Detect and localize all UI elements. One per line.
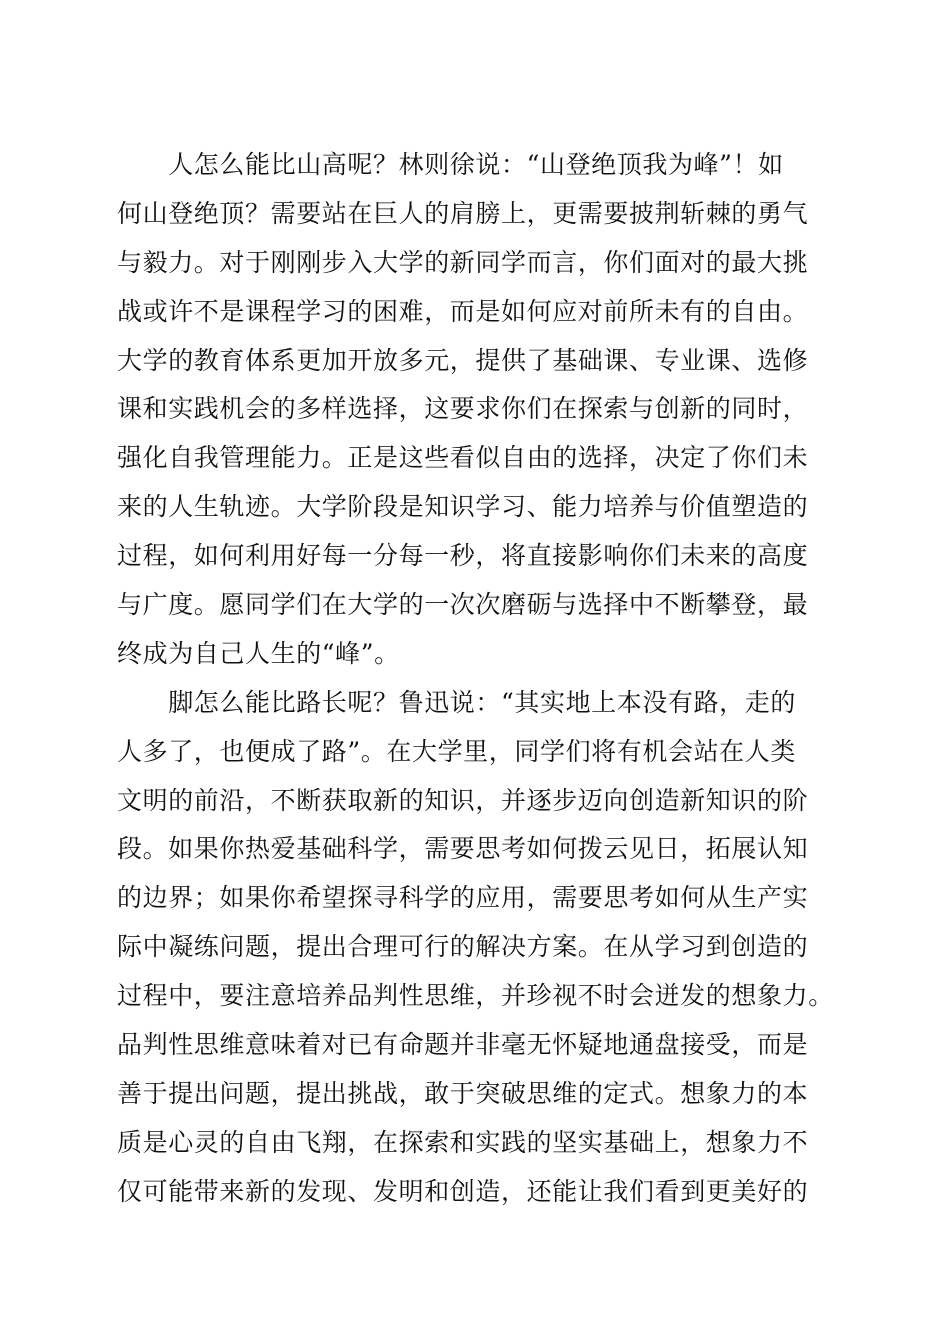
text-line: 脚怎么能比路长呢？鲁迅说：“其实地上本没有路，走的 [117,687,796,717]
text-line: 质是心灵的自由飞翔，在探索和实践的坚实基础上，想象力不 [117,1127,809,1157]
text-line: 际中凝练问题，提出合理可行的解决方案。在从学习到创造的 [117,932,809,962]
text-line: 善于提出问题，提出挑战，敢于突破思维的定式。想象力的本 [117,1078,809,1108]
text-line: 终成为自己人生的“峰”。 [117,638,400,668]
text-line: 何山登绝顶？需要站在巨人的肩膀上，更需要披荆斩棘的勇气 [117,198,809,228]
text-line: 与毅力。对于刚刚步入大学的新同学而言，你们面对的最大挑 [117,247,809,277]
text-line: 的边界；如果你希望探寻科学的应用，需要思考如何从生产实 [117,883,809,913]
text-line: 战或许不是课程学习的困难，而是如何应对前所未有的自由。 [117,296,809,326]
text-line: 课和实践机会的多样选择，这要求你们在探索与创新的同时， [117,394,809,424]
text-line: 人多了，也便成了路”。在大学里，同学们将有机会站在人类 [117,736,796,766]
text-line: 仅可能带来新的发现、发明和创造，还能让我们看到更美好的 [117,1176,809,1206]
text-line: 文明的前沿，不断获取新的知识，并逐步迈向创造新知识的阶 [117,785,809,815]
text-line: 过程，如何利用好每一分每一秒，将直接影响你们未来的高度 [117,541,809,571]
text-line: 与广度。愿同学们在大学的一次次磨砺与选择中不断攀登，最 [117,590,809,620]
text-line: 人怎么能比山高呢？林则徐说：“山登绝顶我为峰”！如 [117,150,784,179]
body-text [117,141,837,1217]
text-line: 强化自我管理能力。正是这些看似自由的选择，决定了你们未 [117,443,809,473]
text-line: 过程中，要注意培养品判性思维，并珍视不时会迸发的想象力。 [117,981,834,1011]
text-line: 段。如果你热爱基础科学，需要思考如何拨云见日，拓展认知 [117,834,809,864]
text-line: 大学的教育体系更加开放多元，提供了基础课、专业课、选修 [117,345,809,375]
text-line: 来的人生轨迹。大学阶段是知识学习、能力培养与价值塑造的 [117,492,809,522]
text-line: 品判性思维意味着对已有命题并非毫无怀疑地通盘接受，而是 [117,1030,809,1060]
